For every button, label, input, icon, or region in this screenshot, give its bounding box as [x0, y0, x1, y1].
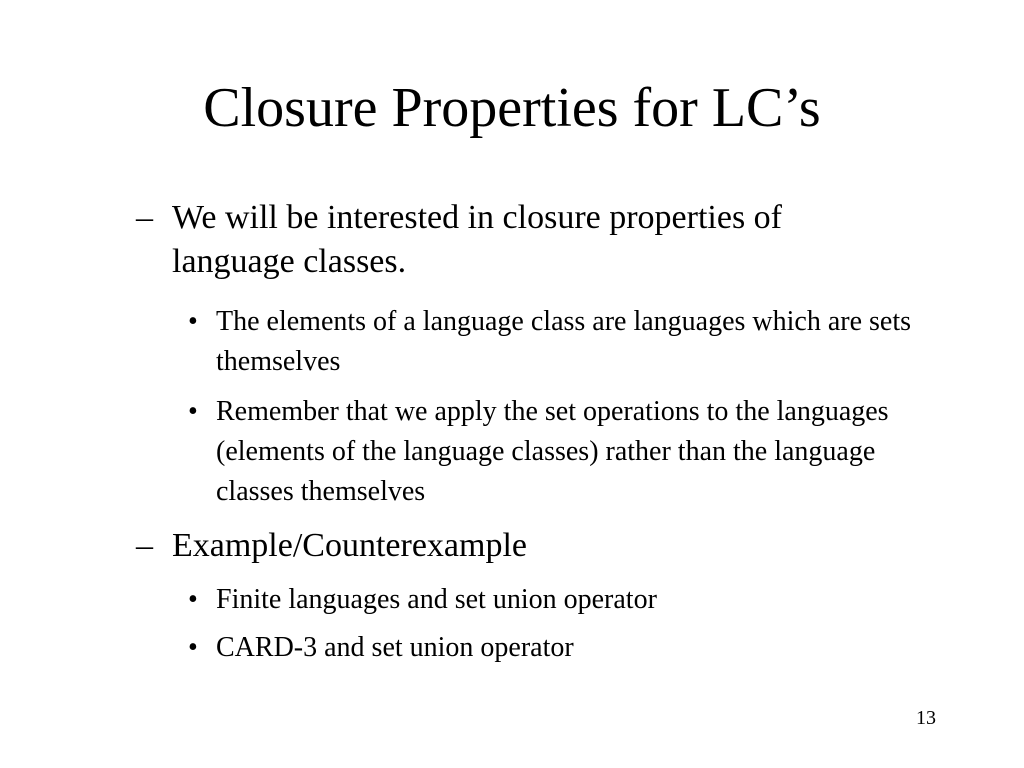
bullet-text: We will be interested in closure properties of language classes.: [172, 199, 783, 280]
bullet-marker: •: [188, 396, 198, 427]
bullet-level2: [188, 302, 916, 382]
bullet-marker: •: [188, 306, 198, 337]
bullet-marker: •: [188, 632, 198, 663]
bullet-level1: [136, 524, 912, 568]
bullet-text: Finite languages and set union operator: [216, 584, 657, 615]
dash-marker: –: [136, 527, 153, 564]
page-number: 13: [916, 707, 936, 729]
dash-marker: –: [136, 199, 153, 236]
bullet-text: Remember that we apply the set operations to the languages (elements of the language classes) rather than the language classes themselves: [216, 396, 889, 507]
bullet-text: Example/Counterexample: [172, 527, 527, 564]
bullet-text: The elements of a language class are languages which are sets themselves: [216, 306, 912, 377]
bullet-level2: [188, 580, 936, 620]
bullet-level1: [136, 196, 912, 284]
bullet-level2: [188, 392, 936, 512]
bullet-text: CARD-3 and set union operator: [216, 632, 574, 663]
slide-title: Closure Properties for LC’s: [203, 77, 821, 139]
bullet-level2: [188, 628, 936, 668]
bullet-marker: •: [188, 584, 198, 615]
